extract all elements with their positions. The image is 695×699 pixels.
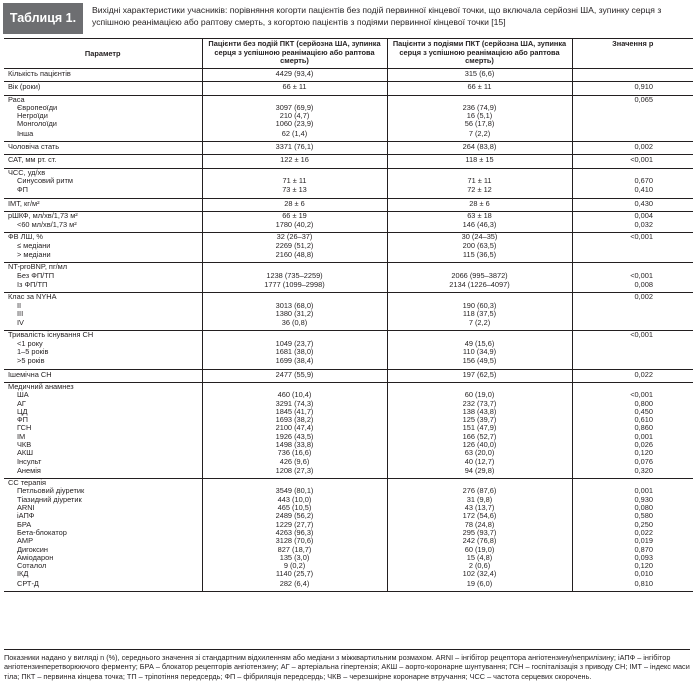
with-events-cell: 110 (34,9) [387, 348, 572, 356]
parameter-cell: IV [4, 318, 202, 331]
no-events-cell: 2489 (56,2) [202, 512, 387, 520]
with-events-cell: 242 (76,8) [387, 537, 572, 545]
p-value-cell: <0,001 [572, 155, 693, 168]
table-row [4, 356, 693, 369]
table-row [4, 521, 693, 529]
with-events-cell: 72 ± 12 [387, 185, 572, 198]
table-row [4, 302, 693, 310]
with-events-cell: 115 (36,5) [387, 250, 572, 263]
table-footnote: Показники надано у вигляді n (%), середнього значення зі стандартним відхиленням або медіани з міжквартильним розмахом. ARNI – інгібітор рецептора ангіотензину/неприлізину; іАПФ – інгібітор ангіотензинперетворюючого ферменту; БРА – блокатор рецепторів ангіотензину; АГ – артеріальна гіпертензія; АКШ – аорто-коронарне шунтування; ГСН – госпіталізація з приводу СН; ІМТ – індекс маси тіла; ПКТ – первинна кінцева точка; ТП – тріпотіння передсердь; ФП – фібриляція передсердь; ЧКВ – черезшкірне коронарне втручання; ЧСС – частота серцевих скорочень. [4, 649, 690, 681]
table-row [4, 466, 693, 479]
table-head [4, 39, 693, 69]
p-value-cell: 0,430 [572, 198, 693, 211]
p-value-cell: 0,065 [572, 95, 693, 104]
parameter-cell: Без ФП/ТП [17, 270, 55, 280]
table-header-block [0, 0, 695, 37]
parameter-cell: ЧКВ [17, 439, 32, 449]
parameter-cell: Анемія [4, 466, 202, 479]
no-events-cell: 71 ± 11 [202, 177, 387, 185]
parameter-cell: СС терапія [8, 478, 47, 488]
parameter-cell: Тіазидний діуретик [17, 494, 82, 504]
with-events-cell: 78 (24,8) [387, 521, 572, 529]
parameter-cell: Негроїди [17, 111, 48, 121]
table-row [4, 120, 693, 128]
table-row [4, 211, 693, 220]
p-value-cell [572, 120, 693, 128]
p-value-cell: 0,800 [572, 400, 693, 408]
parameter-cell: ГСН [17, 423, 32, 433]
no-events-cell: 1498 (33,8) [202, 441, 387, 449]
parameter-cell: Кількість пацієнтів [4, 69, 202, 82]
column-header-with-events: Пацієнти з подіями ПКТ (серйозна ША, зупинка серця з успішною реанімацією або раптова смерть) [387, 39, 572, 69]
no-events-cell: 282 (6,4) [202, 579, 387, 592]
p-value-cell: 0,010 [572, 570, 693, 578]
p-value-cell: 0,870 [572, 546, 693, 554]
table-row [4, 185, 693, 198]
table-row [4, 310, 693, 318]
no-events-cell: 2477 (55,9) [202, 369, 387, 382]
with-events-cell: 7 (2,2) [387, 318, 572, 331]
table-row [4, 129, 693, 142]
table-row [4, 104, 693, 112]
parameter-cell: ША [17, 390, 29, 400]
parameter-cell: >5 років [4, 356, 202, 369]
no-events-cell: 1380 (31,2) [202, 310, 387, 318]
with-events-cell: 295 (93,7) [387, 529, 572, 537]
with-events-cell: 146 (46,3) [387, 220, 572, 233]
with-events-cell: 315 (6,6) [387, 69, 572, 82]
p-value-cell: 0,093 [572, 554, 693, 562]
column-header-parameter: Параметр [4, 39, 202, 69]
no-events-cell: 1780 (40,2) [202, 220, 387, 233]
table-row [4, 562, 693, 570]
parameter-cell: III [17, 308, 24, 318]
with-events-cell: 28 ± 6 [387, 198, 572, 211]
table-row [4, 554, 693, 562]
table-row [4, 424, 693, 432]
no-events-cell: 1693 (38,2) [202, 416, 387, 424]
table-row [4, 570, 693, 578]
p-value-cell [572, 129, 693, 142]
table-row [4, 272, 693, 280]
parameter-cell: ІМТ, кг/м² [4, 198, 202, 211]
table-row [4, 537, 693, 545]
no-events-cell: 3128 (70,6) [202, 537, 387, 545]
p-value-cell: 0,001 [572, 433, 693, 441]
no-events-cell: 62 (1,4) [202, 129, 387, 142]
table-row [4, 408, 693, 416]
parameter-cell: БРА [17, 519, 32, 529]
p-value-cell [572, 112, 693, 120]
parameter-cell: СРТ-Д [4, 579, 202, 592]
no-events-cell: 1208 (27,3) [202, 466, 387, 479]
p-value-cell: 0,410 [572, 185, 693, 198]
p-value-cell: 0,032 [572, 220, 693, 233]
parameter-cell: ІМ [17, 431, 26, 441]
no-events-cell: 36 (0,8) [202, 318, 387, 331]
p-value-cell: 0,810 [572, 579, 693, 592]
with-events-cell: 66 ± 11 [387, 82, 572, 95]
no-events-cell: 1140 (25,7) [202, 570, 387, 578]
no-events-cell: 66 ± 11 [202, 82, 387, 95]
parameter-cell: 1–5 років [17, 347, 49, 357]
p-value-cell: 0,580 [572, 512, 693, 520]
p-value-cell: 0,076 [572, 458, 693, 466]
table-row [4, 168, 693, 177]
parameter-cell: ≤ медіани [17, 240, 51, 250]
no-events-cell: 827 (18,7) [202, 546, 387, 554]
table-row [4, 369, 693, 382]
with-events-cell: 63 (20,0) [387, 449, 572, 457]
parameter-cell: АКШ [17, 448, 34, 458]
no-events-cell: 210 (4,7) [202, 112, 387, 120]
no-events-cell: 426 (9,6) [202, 458, 387, 466]
with-events-cell: 71 ± 11 [387, 177, 572, 185]
table-row [4, 142, 693, 155]
parameter-cell: Синусовий ритм [17, 175, 73, 185]
with-events-cell: 102 (32,4) [387, 570, 572, 578]
with-events-cell: 63 ± 18 [387, 211, 572, 220]
no-events-cell: 28 ± 6 [202, 198, 387, 211]
no-events-cell: 3371 (76,1) [202, 142, 387, 155]
parameter-cell: САТ, мм рт. ст. [4, 155, 202, 168]
table-row [4, 95, 693, 104]
no-events-cell: 32 (26–37) [202, 233, 387, 242]
parameter-cell: Ішемічна СН [4, 369, 202, 382]
with-events-cell: 236 (74,9) [387, 104, 572, 112]
p-value-cell: 0,002 [572, 142, 693, 155]
with-events-cell: 30 (24–35) [387, 233, 572, 242]
p-value-cell: 0,026 [572, 441, 693, 449]
p-value-cell [572, 302, 693, 310]
p-value-cell: 0,450 [572, 408, 693, 416]
no-events-cell: 3549 (80,1) [202, 487, 387, 495]
table-row [4, 263, 693, 272]
table-row [4, 416, 693, 424]
table-row [4, 242, 693, 250]
with-events-cell: 31 (9,8) [387, 496, 572, 504]
parameter-cell: Медичний анамнез [8, 381, 74, 391]
with-events-cell: 232 (73,7) [387, 400, 572, 408]
with-events-cell: 172 (54,6) [387, 512, 572, 520]
table-row [4, 280, 693, 293]
p-value-cell: 0,930 [572, 496, 693, 504]
parameter-cell: рШКФ, мл/хв/1,73 м² [8, 210, 78, 220]
p-value-cell: 0,910 [572, 82, 693, 95]
p-value-cell: <0,001 [572, 391, 693, 399]
with-events-cell: 276 (87,6) [387, 487, 572, 495]
p-value-cell: 0,670 [572, 177, 693, 185]
no-events-cell: 1845 (41,7) [202, 408, 387, 416]
no-events-cell: 1681 (38,0) [202, 348, 387, 356]
parameter-cell: ІКД [17, 569, 29, 579]
parameter-cell: ФВ ЛШ, % [8, 232, 43, 242]
table-row [4, 496, 693, 504]
table-row [4, 458, 693, 466]
table-row [4, 449, 693, 457]
parameter-cell: II [17, 300, 22, 310]
p-value-cell [572, 168, 693, 177]
p-value-cell: 0,022 [572, 369, 693, 382]
no-events-cell: 2100 (47,4) [202, 424, 387, 432]
table-row [4, 198, 693, 211]
table-row [4, 400, 693, 408]
characteristics-table [4, 38, 693, 592]
table-row [4, 82, 693, 95]
with-events-cell: 43 (13,7) [387, 504, 572, 512]
parameter-cell: <60 мл/хв/1,73 м² [4, 220, 202, 233]
table-row [4, 512, 693, 520]
no-events-cell: 443 (10,0) [202, 496, 387, 504]
parameter-cell: Соталол [17, 561, 47, 571]
with-events-cell: 138 (43,8) [387, 408, 572, 416]
with-events-cell: 40 (12,7) [387, 458, 572, 466]
parameter-cell: АМР [17, 536, 34, 546]
no-events-cell: 3013 (68,0) [202, 302, 387, 310]
p-value-cell: 0,120 [572, 562, 693, 570]
with-events-cell: 60 (19,0) [387, 391, 572, 399]
with-events-cell: 19 (6,0) [387, 579, 572, 592]
parameter-cell: Клас за NYHA [8, 292, 57, 302]
no-events-cell: 1238 (735–2259) [202, 272, 387, 280]
table-row [4, 233, 693, 242]
p-value-cell [572, 104, 693, 112]
parameter-cell: Вік (роки) [4, 82, 202, 95]
no-events-cell: 2160 (48,8) [202, 250, 387, 263]
parameter-cell: Аміодарон [17, 552, 54, 562]
parameter-cell: Дигоксин [17, 544, 48, 554]
parameter-cell: ФП [17, 415, 28, 425]
p-value-cell: <0,001 [572, 331, 693, 340]
p-value-cell: <0,001 [572, 233, 693, 242]
no-events-cell: 66 ± 19 [202, 211, 387, 220]
with-events-cell: 118 (37,5) [387, 310, 572, 318]
with-events-cell: 7 (2,2) [387, 129, 572, 142]
with-events-cell: 118 ± 15 [387, 155, 572, 168]
table-row [4, 293, 693, 302]
p-value-cell [572, 356, 693, 369]
with-events-cell: 60 (19,0) [387, 546, 572, 554]
with-events-cell: 56 (17,8) [387, 120, 572, 128]
with-events-cell: 156 (49,5) [387, 356, 572, 369]
with-events-cell: 15 (4,8) [387, 554, 572, 562]
no-events-cell: 3097 (69,9) [202, 104, 387, 112]
table-row [4, 546, 693, 554]
no-events-cell: 2269 (51,2) [202, 242, 387, 250]
table-row [4, 479, 693, 488]
table-row [4, 579, 693, 592]
no-events-cell: 1926 (43,5) [202, 433, 387, 441]
p-value-cell: 0,080 [572, 504, 693, 512]
no-events-cell: 1229 (27,7) [202, 521, 387, 529]
no-events-cell: 1060 (23,9) [202, 120, 387, 128]
table-row [4, 487, 693, 495]
p-value-cell: 0,022 [572, 529, 693, 537]
no-events-cell: 135 (3,0) [202, 554, 387, 562]
table-row [4, 112, 693, 120]
table-row [4, 177, 693, 185]
table-row [4, 331, 693, 340]
no-events-cell: 3291 (74,3) [202, 400, 387, 408]
p-value-cell: 0,019 [572, 537, 693, 545]
table-row [4, 504, 693, 512]
parameter-cell: NT-proBNP, пг/мл [8, 262, 68, 272]
with-events-cell: 264 (83,8) [387, 142, 572, 155]
with-events-cell: 49 (15,6) [387, 340, 572, 348]
no-events-cell: 1699 (38,4) [202, 356, 387, 369]
parameter-cell: Монголоїди [17, 119, 57, 129]
table-row [4, 220, 693, 233]
with-events-cell: 151 (47,9) [387, 424, 572, 432]
p-value-cell [572, 479, 693, 488]
no-events-cell: 122 ± 16 [202, 155, 387, 168]
p-value-cell: 0,001 [572, 487, 693, 495]
table-row [4, 250, 693, 263]
p-value-cell [572, 340, 693, 348]
p-value-cell: 0,320 [572, 466, 693, 479]
no-events-cell: 9 (0,2) [202, 562, 387, 570]
with-events-cell: 16 (5,1) [387, 112, 572, 120]
p-value-cell: 0,120 [572, 449, 693, 457]
p-value-cell: 0,002 [572, 293, 693, 302]
table-row [4, 529, 693, 537]
table-body [4, 69, 693, 592]
no-events-cell: 1777 (1099–2998) [202, 280, 387, 293]
parameter-cell: Петльовий діуретик [17, 486, 85, 496]
parameter-cell: ЦД [17, 406, 28, 416]
parameter-cell: <1 року [17, 338, 43, 348]
p-value-cell [572, 348, 693, 356]
parameter-cell: Бета-блокатор [17, 527, 67, 537]
with-events-cell: 166 (52,7) [387, 433, 572, 441]
no-events-cell: 465 (10,5) [202, 504, 387, 512]
with-events-cell: 126 (40,0) [387, 441, 572, 449]
parameter-cell: Раса [8, 94, 25, 104]
with-events-cell: 200 (63,5) [387, 242, 572, 250]
parameter-cell: Тривалість існування СН [8, 330, 94, 340]
table-row [4, 318, 693, 331]
parameter-cell: іАПФ [17, 511, 35, 521]
column-header-no-events: Пацієнти без подій ПКТ (серйозна ША, зупинка серця з успішною реанімацією або раптова смерть) [202, 39, 387, 69]
parameter-cell: > медіани [4, 250, 202, 263]
p-value-cell: 0,008 [572, 280, 693, 293]
table-row [4, 382, 693, 391]
table-row [4, 69, 693, 82]
no-events-cell: 736 (16,6) [202, 449, 387, 457]
with-events-cell: 2134 (1226–4097) [387, 280, 572, 293]
p-value-cell: 0,250 [572, 521, 693, 529]
p-value-cell [572, 310, 693, 318]
no-events-cell: 4263 (96,3) [202, 529, 387, 537]
with-events-cell: 197 (62,5) [387, 369, 572, 382]
parameter-cell: ЧСС, уд/хв [8, 167, 46, 177]
table-row [4, 391, 693, 399]
p-value-cell: <0,001 [572, 272, 693, 280]
with-events-cell: 94 (29,8) [387, 466, 572, 479]
p-value-cell: 0,610 [572, 416, 693, 424]
p-value-cell [572, 69, 693, 82]
p-value-cell: 0,860 [572, 424, 693, 432]
parameter-cell: Чоловіча стать [4, 142, 202, 155]
table-number-badge: Таблиця 1. [3, 3, 83, 34]
parameter-cell: АГ [17, 398, 26, 408]
parameter-cell: Інша [4, 129, 202, 142]
table-row [4, 348, 693, 356]
parameter-cell: Європеоїди [17, 102, 58, 112]
table-row [4, 441, 693, 449]
p-value-cell [572, 318, 693, 331]
table-row [4, 340, 693, 348]
with-events-cell: 2 (0,6) [387, 562, 572, 570]
p-value-cell: 0,004 [572, 211, 693, 220]
no-events-cell: 460 (10,4) [202, 391, 387, 399]
with-events-cell: 190 (60,3) [387, 302, 572, 310]
table-row [4, 155, 693, 168]
column-header-p-value: Значення p [572, 39, 693, 69]
p-value-cell [572, 250, 693, 263]
table-caption: Вихідні характеристики учасників: порівняння когорти пацієнтів без подій первинної кінцевої точки, що включала серйозні ША, зупинку серця з успішною реанімацією або раптову смерть, з когортою пацієнтів з подіями первинної кінцевої точки [15] [92, 5, 662, 27]
table-row [4, 433, 693, 441]
parameter-cell: ФП [4, 185, 202, 198]
with-events-cell: 2066 (995–3872) [387, 272, 572, 280]
parameter-cell: Із ФП/ТП [4, 280, 202, 293]
no-events-cell: 73 ± 13 [202, 185, 387, 198]
parameter-cell: Інсульт [17, 456, 42, 466]
p-value-cell [572, 242, 693, 250]
no-events-cell: 1049 (23,7) [202, 340, 387, 348]
with-events-cell: 125 (39,7) [387, 416, 572, 424]
parameter-cell: ARNI [17, 503, 35, 513]
no-events-cell: 4429 (93,4) [202, 69, 387, 82]
